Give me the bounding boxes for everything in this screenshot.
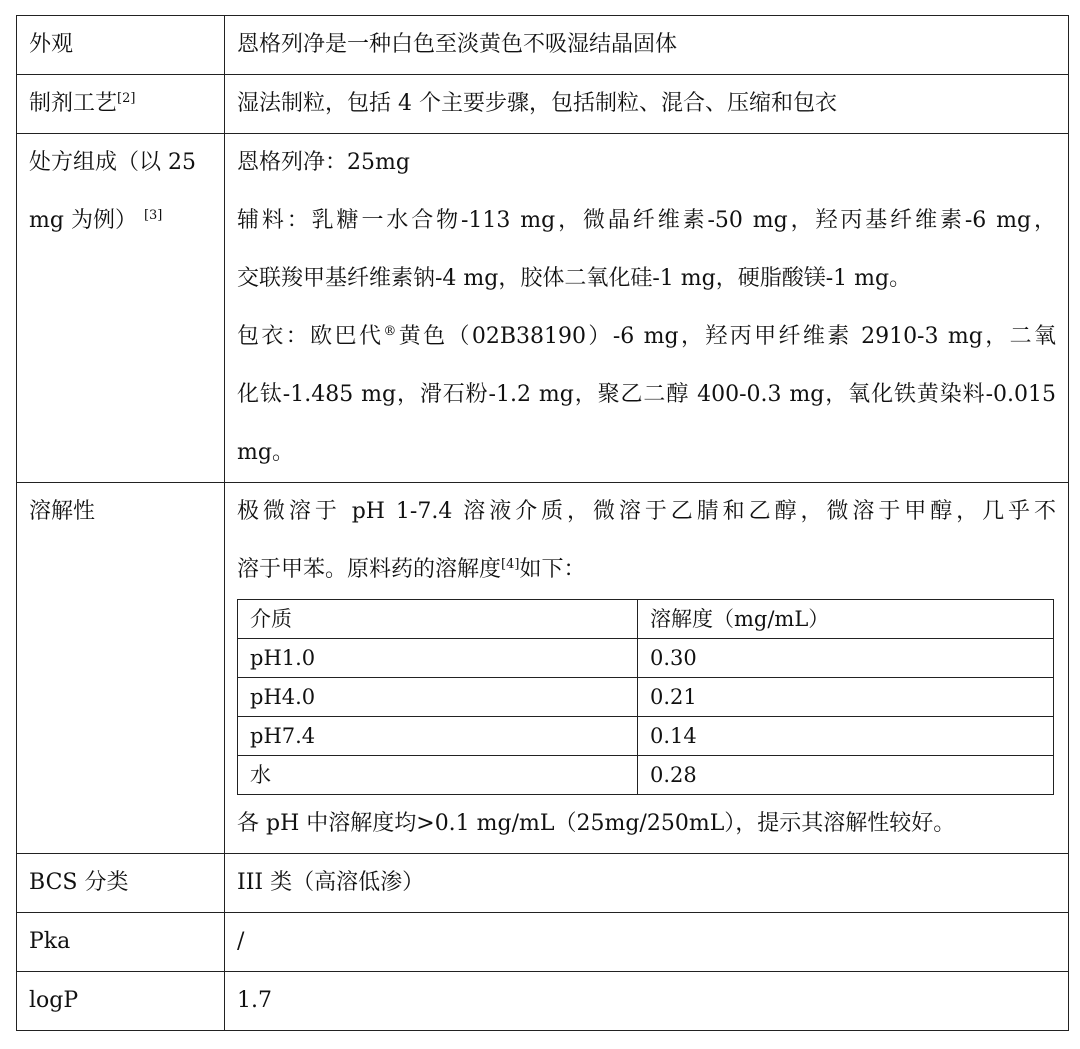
solubility-note: 各 pH 中溶解度均>0.1 mg/mL（25mg/250mL），提示其溶解性较好。: [237, 811, 956, 836]
ref-4: [4]: [501, 557, 520, 572]
cell-medium: pH1.0: [238, 639, 638, 678]
label-process-text: 制剂工艺: [29, 91, 118, 116]
value-bcs: III 类（高溶低渗）: [225, 854, 1069, 913]
ref-2: [2]: [117, 91, 136, 106]
label-pka: Pka: [17, 913, 225, 972]
cell-solubility: 0.30: [638, 639, 1054, 678]
cell-solubility: 0.14: [638, 717, 1054, 756]
formulation-api: 恩格列净：25mg: [237, 150, 410, 175]
row-pka: [17, 913, 1069, 972]
value-pka: /: [225, 913, 1069, 972]
label-solubility-text: 溶解性: [29, 499, 96, 524]
formulation-coating-line1: [237, 308, 1056, 366]
header-solubility: 溶解度（mg/mL）: [638, 600, 1054, 639]
coating-line1-b: 黄色（02B38190）-6 mg，羟丙甲纤维素 2910-3 mg，二氧: [396, 324, 1056, 349]
label-formulation-line2-text: mg 为例）: [29, 208, 137, 233]
label-appearance: 外观: [17, 16, 225, 75]
cell-medium: pH7.4: [238, 717, 638, 756]
label-bcs: BCS 分类: [17, 854, 225, 913]
label-solubility: [17, 483, 225, 854]
solubility-line2: [237, 541, 1056, 599]
solubility-line2-b: 如下：: [519, 557, 586, 582]
cell-solubility: 0.28: [638, 756, 1054, 795]
solubility-table-header: [238, 600, 1054, 639]
row-process: [17, 75, 1069, 134]
header-medium: 介质: [238, 600, 638, 639]
label-formulation-line2: [29, 192, 212, 250]
row-formulation: [17, 134, 1069, 483]
formulation-coating-line2: 化钛-1.485 mg，滑石粉-1.2 mg，聚乙二醇 400-0.3 mg，氧化铁黄染料-0.015: [237, 382, 1056, 407]
label-formulation-line1: 处方组成（以 25: [29, 150, 196, 175]
solubility-line2-a: 溶于甲苯。原料药的溶解度: [237, 557, 502, 582]
value-formulation: [225, 134, 1069, 483]
registered-mark: ®: [383, 324, 397, 339]
formulation-coating-line3: mg。: [237, 440, 294, 465]
value-appearance: 恩格列净是一种白色至淡黄色不吸湿结晶固体: [225, 16, 1069, 75]
row-bcs: [17, 854, 1069, 913]
solubility-line1: 极微溶于 pH 1-7.4 溶液介质，微溶于乙腈和乙醇，微溶于甲醇，几乎不: [237, 499, 1056, 524]
ref-3: [3]: [143, 208, 163, 223]
label-process: [17, 75, 225, 134]
label-formulation: [17, 134, 225, 483]
row-solubility: [17, 483, 1069, 854]
solubility-table: [237, 599, 1054, 795]
label-logp: logP: [17, 972, 225, 1031]
table-row: [238, 639, 1054, 678]
table-row: [238, 717, 1054, 756]
value-solubility: [225, 483, 1069, 854]
cell-medium: pH4.0: [238, 678, 638, 717]
cell-solubility: 0.21: [638, 678, 1054, 717]
table-row: [238, 678, 1054, 717]
formulation-excipient-line1: 辅料：乳糖一水合物-113 mg，微晶纤维素-50 mg，羟丙基纤维素-6 mg，: [237, 208, 1056, 233]
value-logp: 1.7: [225, 972, 1069, 1031]
drug-properties-table: [16, 15, 1069, 1031]
table-row: [238, 756, 1054, 795]
row-appearance: [17, 16, 1069, 75]
coating-line1-a: 包衣：欧巴代: [237, 324, 384, 349]
value-process: 湿法制粒，包括 4 个主要步骤，包括制粒、混合、压缩和包衣: [225, 75, 1069, 134]
formulation-excipient-line2: 交联羧甲基纤维素钠-4 mg，胶体二氧化硅-1 mg，硬脂酸镁-1 mg。: [237, 266, 912, 291]
row-logp: [17, 972, 1069, 1031]
document-page: [16, 15, 1068, 1031]
cell-medium: 水: [238, 756, 638, 795]
